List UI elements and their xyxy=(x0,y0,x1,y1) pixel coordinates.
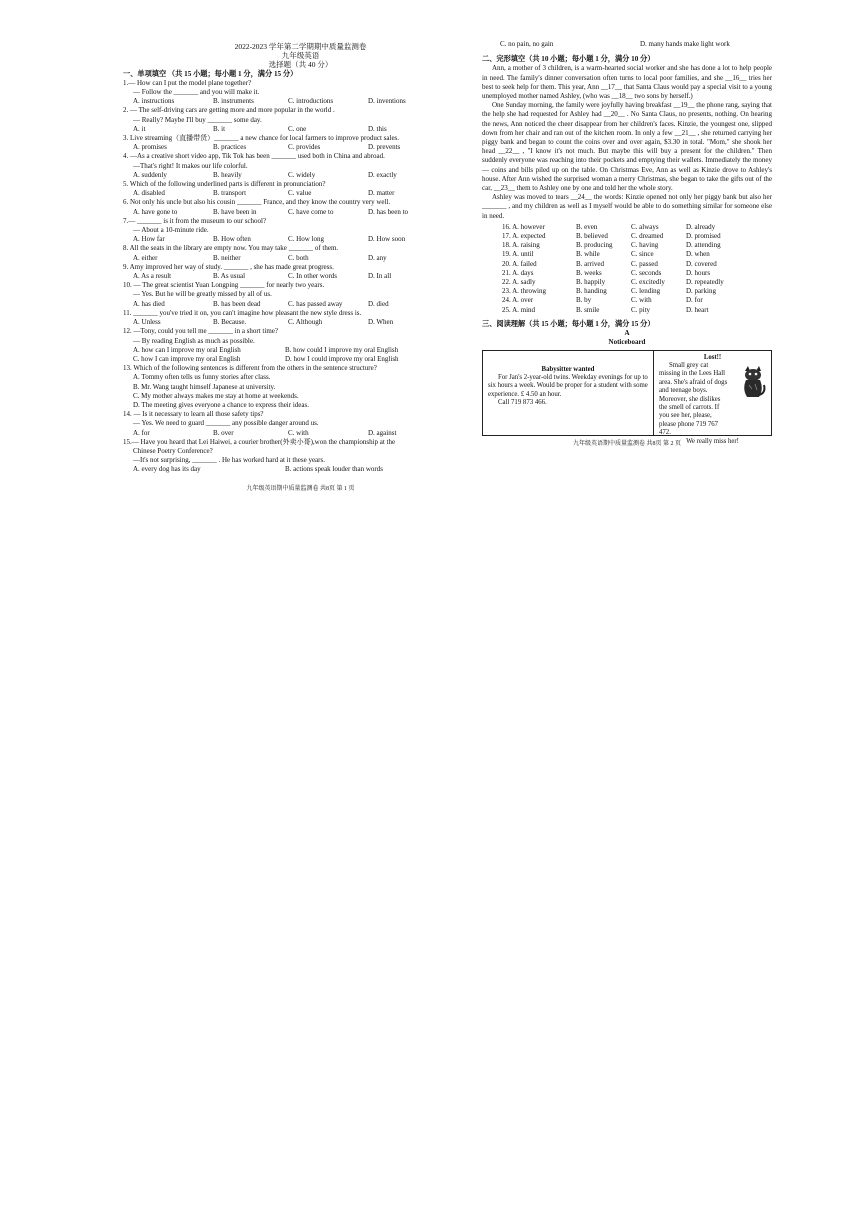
option: C. passed xyxy=(631,259,658,268)
options xyxy=(123,254,478,263)
question-line: — About a 10-minute ride. xyxy=(133,226,209,235)
option: B. over xyxy=(213,428,234,437)
cloze-option-row-22 xyxy=(482,278,772,287)
babysitter-body: For Jan's 2-year-old twins. Weekday evenings for up to six hours a week. Would be proper for a student with some experience. £ 4.50 an hour. xyxy=(488,373,648,398)
option: C. since xyxy=(631,250,654,259)
option: B. even xyxy=(576,222,598,231)
noticeboard-title: Noticeboard xyxy=(608,338,646,347)
option: D. How soon xyxy=(368,235,406,244)
option: A. How far xyxy=(133,235,165,244)
option: D. died xyxy=(368,299,389,308)
notice-babysitter xyxy=(483,351,654,435)
question-1 xyxy=(123,79,478,107)
option: B. Mr. Wang taught himself Japanese at university. xyxy=(133,382,276,391)
page-footer: 九年级英语期中质量监测卷 共8页 第 1 页 xyxy=(246,485,355,492)
option: A. Unless xyxy=(133,318,161,327)
option: B. Because. xyxy=(213,318,247,327)
option: C. widely xyxy=(288,170,316,179)
page-footer-2: 九年级英语期中质量监测卷 共8页 第 2 页 xyxy=(572,440,681,447)
option: C. In other words xyxy=(288,272,337,281)
option: C. introductions xyxy=(288,97,334,106)
cat-icon xyxy=(739,365,767,399)
section1-heading: 一、单项填空 （共 15 小题；每小题 1 分，满分 15 分） xyxy=(123,69,298,78)
cloze-option-row-19 xyxy=(482,250,772,259)
babysitter-title: Babysitter wanted xyxy=(541,365,595,373)
option: B. happily xyxy=(576,278,606,287)
options xyxy=(123,465,478,474)
option: C. My mother always makes me stay at home at weekends. xyxy=(133,391,299,400)
option: A. As a result xyxy=(133,272,172,281)
option: 19. A. until xyxy=(502,250,534,259)
question-line: 14. — Is it necessary to learn all those safety tips? xyxy=(123,410,264,419)
option: 21. A. days xyxy=(502,268,534,277)
question-line: 9. Amy improved her way of study. _______ , she has made great progress. xyxy=(123,262,334,271)
option: C. one xyxy=(288,124,307,133)
option: A. have gone to xyxy=(133,207,178,216)
lost-closing: We really miss her! xyxy=(686,437,739,445)
cloze-paragraph-2: One Sunday morning, the family were joyfully having breakfast __19__ the phone rang, saying that the help she had requested for Ashley had __20__ . No Santa Claus, no presents, nothing. On hearing the news, Ann noticed the cheer disappear from her children's faces. Kinzie, the youngest one, slipped down from her chair and ran out of the kitchen room. In only a few __21__ , she returned carrying her piggy bank and began to count the coins over and over again, $3.30 in total. "Mom," she shook her head __22__ , "I know it's not much. But maybe this will buy a present for the children." Then suddenly everyone was reaching into their pockets and emptying their wallets. Immediately the money — coins and bills piled up on the table. On Christmas Eve, Ann as well as Kinzie drove to Ashley's house. After Ann wished the surprised woman a merry Christmas, she began to take the gifts out of the car, __23__ them to Ashley one by one and told her the whole story. xyxy=(482,101,772,193)
options xyxy=(123,346,478,364)
options xyxy=(123,143,478,152)
option: C. always xyxy=(631,222,659,231)
question-2 xyxy=(123,106,478,134)
question-8 xyxy=(123,244,478,262)
cloze-option-row-20 xyxy=(482,260,772,269)
question-line: 10. — The great scientist Yuan Longping _______ for nearly two years. xyxy=(123,281,325,290)
option: 25. A. mind xyxy=(502,305,536,314)
question-list xyxy=(123,79,478,475)
option: B. it xyxy=(213,124,226,133)
option: C. provides xyxy=(288,143,321,152)
option: C. with xyxy=(631,296,652,305)
option: A. how can I improve my oral English xyxy=(133,345,241,354)
option: D. In all xyxy=(368,272,392,281)
question-line: 15.— Have you heard that Lei Haiwei, a courier brother(外卖小哥),won the championship at the xyxy=(123,437,396,446)
page-1 xyxy=(123,40,478,494)
question-3 xyxy=(123,134,478,152)
question-7 xyxy=(123,217,478,245)
option: B. instruments xyxy=(213,97,254,106)
question-line: 8. All the seats in the library are empty now. You may take _______ of them. xyxy=(123,244,339,253)
question-line: 2. — The self-driving cars are getting more and more popular in the world . xyxy=(123,106,335,115)
options xyxy=(123,235,478,244)
question-line: — Follow the _______ and you will make it. xyxy=(133,88,260,97)
option: 24. A. over xyxy=(502,296,534,305)
option: D. matter xyxy=(368,189,395,198)
option: 23. A. throwing xyxy=(502,287,546,296)
question-line: 12. —Tony, could you tell me _______ in a short time? xyxy=(123,327,278,336)
question-line: 3. Live streaming（直播带货）_______ a new chance for local farmers to improve product sales. xyxy=(123,134,400,143)
option: A. every dog has its day xyxy=(133,465,201,474)
exam-part: 选择题（共 40 分） xyxy=(268,60,333,70)
option: C. having xyxy=(631,241,659,250)
cloze-paragraph-1: Ann, a mother of 3 children, is a warm-hearted social worker and she has done a lot to help people in need. The family's dinner conversation often turns to local poor families, and she __16__ tries her best to seek help for them. This year, Ann __17__ that Santa Claus would pay a special visit to a young unemployed mother named Ashley, (who was __18__ two sons by herself.) xyxy=(482,64,772,101)
option: B. heavily xyxy=(213,170,242,179)
question-line: — Yes. We need to guard _______ any possible danger around us. xyxy=(133,419,319,428)
option: D. inventions xyxy=(368,97,406,106)
options xyxy=(123,272,478,281)
question-10 xyxy=(123,281,478,309)
option: B. handing xyxy=(576,287,607,296)
exam-title: 2022-2023 学年第二学期期中质量监测卷 xyxy=(234,42,367,51)
lost-body: Small grey cat missing in the Lees Hall area. She's afraid of dogs and teenage boys. Moreover, she dislikes the smell of carrots. If you see her, please, please phone 719 767 472. xyxy=(659,361,728,437)
exam-subject: 九年级英语 xyxy=(281,51,320,61)
option: C. seconds xyxy=(631,268,662,277)
question-6 xyxy=(123,198,478,216)
notice-lost-cat xyxy=(654,351,771,445)
option: D. any xyxy=(368,253,387,262)
option: C. no pain, no gain xyxy=(500,40,554,48)
option: A. Tommy often tells us funny stories after class. xyxy=(133,373,271,382)
option: D. has been to xyxy=(368,207,409,216)
option: D. when xyxy=(686,250,710,259)
option: B. arrived xyxy=(576,259,604,268)
option: C. pity xyxy=(631,305,651,314)
option: C. lending xyxy=(631,287,661,296)
option: C. dreamed xyxy=(631,232,664,241)
option: B. has been dead xyxy=(213,299,261,308)
options xyxy=(123,189,478,198)
options xyxy=(123,300,478,309)
cloze-option-row-16 xyxy=(482,223,772,232)
option: D. how I could improve my oral English xyxy=(285,354,399,363)
option: B. actions speak louder than words xyxy=(285,465,383,474)
cloze-option-row-18 xyxy=(482,241,772,250)
option: 18. A. raising xyxy=(502,241,540,250)
option: D. promised xyxy=(686,232,721,241)
option: B. neither xyxy=(213,253,241,262)
cloze-option-row-23 xyxy=(482,287,772,296)
q15-continued xyxy=(482,40,772,49)
question-line: —It's not surprising, _______ . He has worked hard at it these years. xyxy=(133,456,325,465)
option: C. How long xyxy=(288,235,324,244)
reading-part-label: A xyxy=(624,329,630,338)
section2-heading: 二、完形填空（共 10 小题；每小题 1 分，满分 10 分） xyxy=(482,55,655,64)
option: 16. A. however xyxy=(502,222,545,231)
option: C. value xyxy=(288,189,312,198)
cloze-option-row-21 xyxy=(482,269,772,278)
question-line: — Yes. But he will be greatly missed by all of us. xyxy=(133,290,272,299)
option: B. have been in xyxy=(213,207,257,216)
question-line: — By reading English as much as possible. xyxy=(133,336,255,345)
question-5 xyxy=(123,180,478,198)
option: B. As usual xyxy=(213,272,246,281)
option: B. by xyxy=(576,296,592,305)
option: D. When xyxy=(368,318,394,327)
option: D. The meeting gives everyone a chance to express their ideas. xyxy=(133,400,309,409)
question-line: 7.— _______ is it from the museum to our school? xyxy=(123,216,267,225)
option: D. covered xyxy=(686,259,717,268)
section3-heading: 三、阅读理解（共 15 小题；每小题 1 分，满分 15 分） xyxy=(482,319,655,328)
option: A. disabled xyxy=(133,189,165,198)
options xyxy=(123,208,478,217)
question-13 xyxy=(123,364,478,410)
option: C. how I can improve my oral English xyxy=(133,354,241,363)
option: A. suddenly xyxy=(133,170,167,179)
option: B. producing xyxy=(576,241,613,250)
option: D. against xyxy=(368,428,397,437)
option: 17. A. expected xyxy=(502,232,546,241)
option: D. for xyxy=(686,296,703,305)
lost-title: Lost!! xyxy=(703,353,722,361)
option: B. transport xyxy=(213,189,247,198)
option: 22. A. sadly xyxy=(502,278,536,287)
question-line: — Really? Maybe I'll buy _______ some day. xyxy=(133,115,262,124)
option: D. hours xyxy=(686,268,711,277)
question-14 xyxy=(123,410,478,438)
question-4 xyxy=(123,152,478,180)
options xyxy=(123,318,478,327)
option: B. believed xyxy=(576,232,608,241)
options-continued xyxy=(482,40,772,49)
option: C. with xyxy=(288,428,309,437)
option: A. instructions xyxy=(133,97,175,106)
question-line: 6. Not only his uncle but also his cousin _______ France, and they know the country very well. xyxy=(123,198,391,207)
option: B. smile xyxy=(576,305,600,314)
option: B. weeks xyxy=(576,268,602,277)
page-2 xyxy=(482,40,772,449)
option: D. this xyxy=(368,124,387,133)
option: 20. A. failed xyxy=(502,259,537,268)
question-line: 5. Which of the following underlined parts is different in pronunciation? xyxy=(123,180,326,189)
babysitter-phone: Call 719 873 466. xyxy=(498,399,547,407)
question-11 xyxy=(123,309,478,327)
options xyxy=(123,429,478,438)
option: A. promises xyxy=(133,143,167,152)
question-15 xyxy=(123,438,478,475)
option: D. parking xyxy=(686,287,716,296)
cloze-option-row-25 xyxy=(482,306,772,315)
option: D. already xyxy=(686,222,716,231)
question-line: 1.— How can I put the model plane together? xyxy=(123,78,252,87)
option: A. it xyxy=(133,124,146,133)
cloze-paragraph-3: Ashley was moved to tears __24__ the words: Kinzie opened not only her piggy bank but also her _______ , and my children as well as I myself would be able to do something similar for someone else in need. xyxy=(482,193,772,220)
option: D. repeatedly xyxy=(686,278,724,287)
option: B. How often xyxy=(213,235,251,244)
question-12 xyxy=(123,327,478,364)
options xyxy=(123,125,478,134)
question-line: 4. —As a creative short video app, Tik Tok has been _______ used both in China and abroad. xyxy=(123,152,385,161)
cloze-option-row-17 xyxy=(482,232,772,241)
cloze-options xyxy=(482,223,772,315)
option: C. Although xyxy=(288,318,323,327)
option: A. either xyxy=(133,253,158,262)
option: A. for xyxy=(133,428,150,437)
question-line: Chinese Poetry Conference? xyxy=(133,446,213,455)
option: C. has passed away xyxy=(288,299,343,308)
question-line: 11. _______ you've tried it on, you can't imagine how pleasant the new style dress is. xyxy=(123,308,362,317)
option: B. how could I improve my oral English xyxy=(285,345,399,354)
cloze-option-row-24 xyxy=(482,296,772,305)
question-line: 13. Which of the following sentences is different from the others in the sentence structure? xyxy=(123,364,377,373)
option: D. attending xyxy=(686,241,721,250)
options xyxy=(123,171,478,180)
question-9 xyxy=(123,263,478,281)
option: D. many hands make light work xyxy=(640,40,730,48)
exam-sheet xyxy=(0,40,860,490)
option: D. exactly xyxy=(368,170,397,179)
option: D. prevents xyxy=(368,143,401,152)
options xyxy=(123,97,478,106)
option: B. practices xyxy=(213,143,247,152)
option: C. both xyxy=(288,253,309,262)
option: A. has died xyxy=(133,299,165,308)
question-line: —That's right! It makes our life colorful. xyxy=(133,161,248,170)
option: B. while xyxy=(576,250,600,259)
cloze-passage xyxy=(482,64,772,220)
option: C. have come to xyxy=(288,207,334,216)
option: C. excitedly xyxy=(631,278,665,287)
option: D. heart xyxy=(686,305,709,314)
